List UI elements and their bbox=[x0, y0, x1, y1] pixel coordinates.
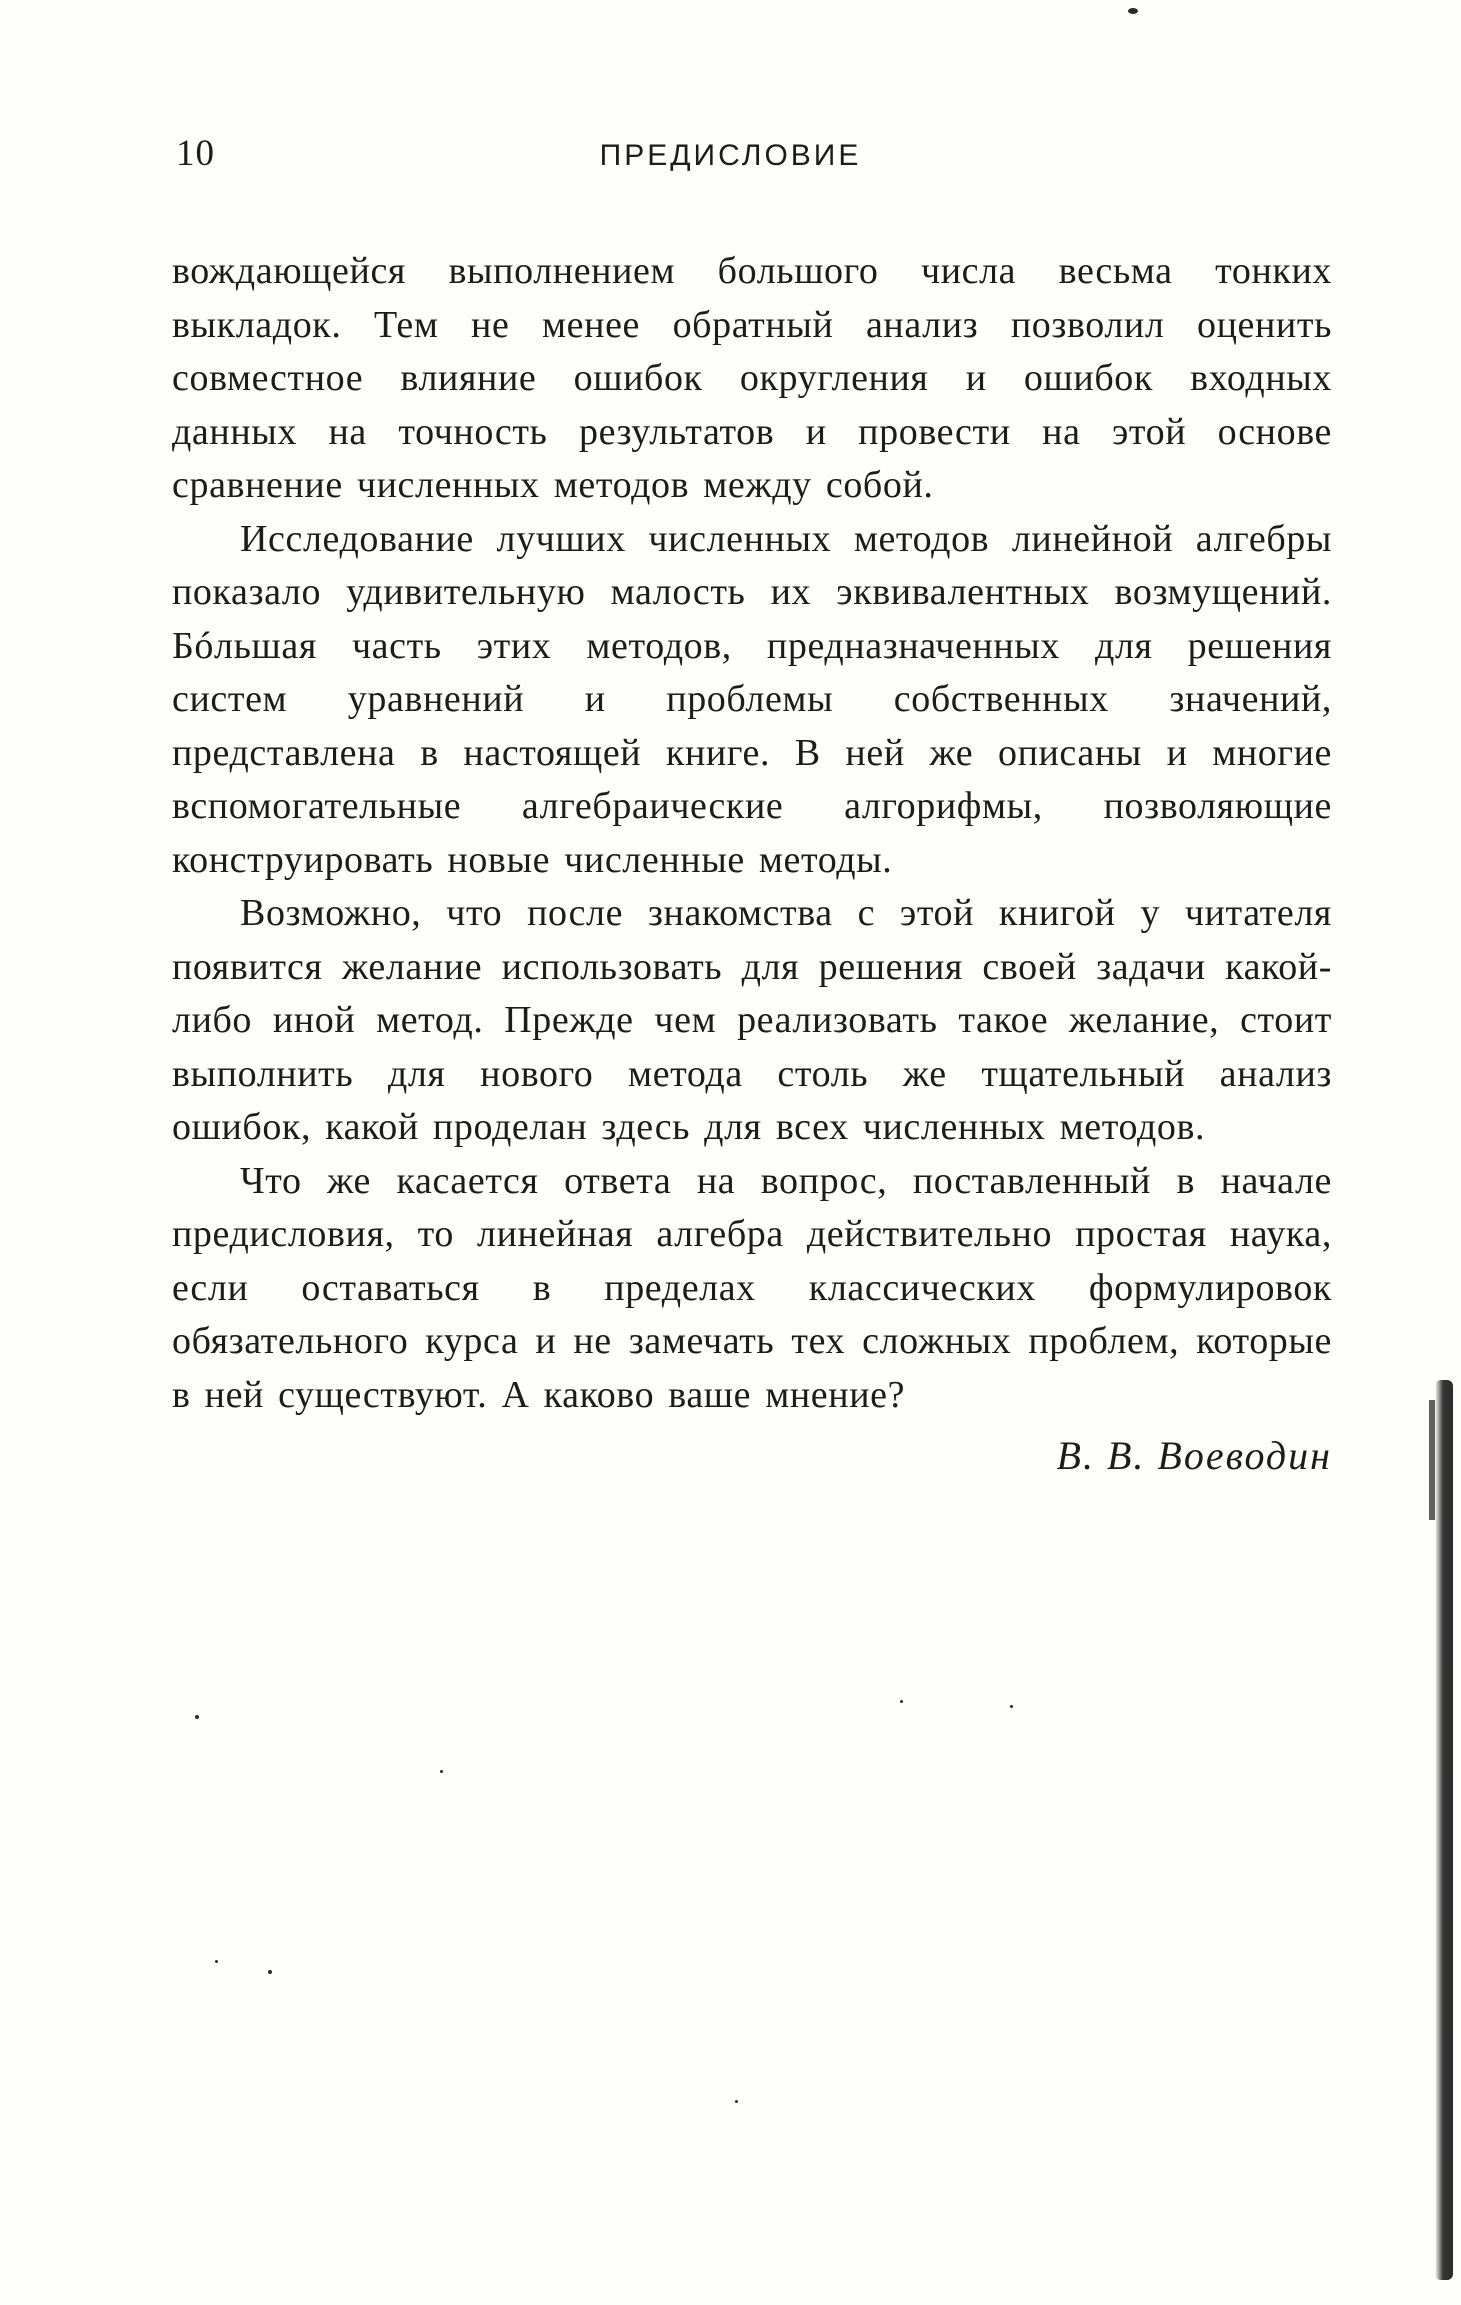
scan-speck bbox=[900, 1700, 903, 1703]
scan-speck bbox=[735, 2100, 738, 2103]
scan-speck bbox=[195, 1715, 199, 1719]
scan-speck bbox=[268, 1970, 272, 1974]
scan-speck bbox=[440, 1770, 443, 1773]
scan-speck bbox=[215, 1960, 218, 1963]
paragraph-continued: вождающейся выполнением большого числа весьма тонких выкладок. Тем не менее обратный анализ позволил оценить совместное влияние ошибок округления и ошибок входных данных на точность результатов и провести на этой основе сравнение численных методов между собой. bbox=[172, 250, 1332, 506]
paragraph: Что же касается ответа на вопрос, поставленный в начале предисловия, то линейная алгебра действительно простая наука, если оставаться в пределах классических формулировок обязательного курса и не замечать тех сложных проблем, которые в ней существуют. А каково ваше мнение? bbox=[172, 1159, 1332, 1416]
body-text bbox=[172, 245, 1332, 1484]
author-signature: В. В. Воеводин bbox=[1056, 1433, 1332, 1478]
scan-edge-shadow bbox=[1435, 1380, 1453, 2280]
running-title: ПРЕДИСЛОВИЕ bbox=[599, 139, 862, 172]
paragraph: Исследование лучших численных методов линейной алгебры показало удивительную малость их эквивалентных возмущений. Бóльшая часть этих методов, предназначенных для решения систем уравнений и проблемы собственных значений, представлена в настоящей книге. В ней же описаны и многие вспомогательные алгебраические алгорифмы, позволяющие конструировать новые численные методы. bbox=[172, 517, 1332, 881]
scan-edge-shadow-detail bbox=[1429, 1400, 1435, 1520]
scan-speck bbox=[1128, 8, 1138, 14]
paragraph: Возможно, что после знакомства с этой книгой у читателя появится желание использовать для решения своей задачи какой-либо иной метод. Прежде чем реализовать такое желание, стоит выполнить для нового метода столь же тщательный анализ ошибок, какой проделан здесь для всех численных методов. bbox=[172, 892, 1332, 1148]
page-number: 10 bbox=[176, 133, 215, 174]
scan-speck bbox=[1010, 1705, 1013, 1708]
